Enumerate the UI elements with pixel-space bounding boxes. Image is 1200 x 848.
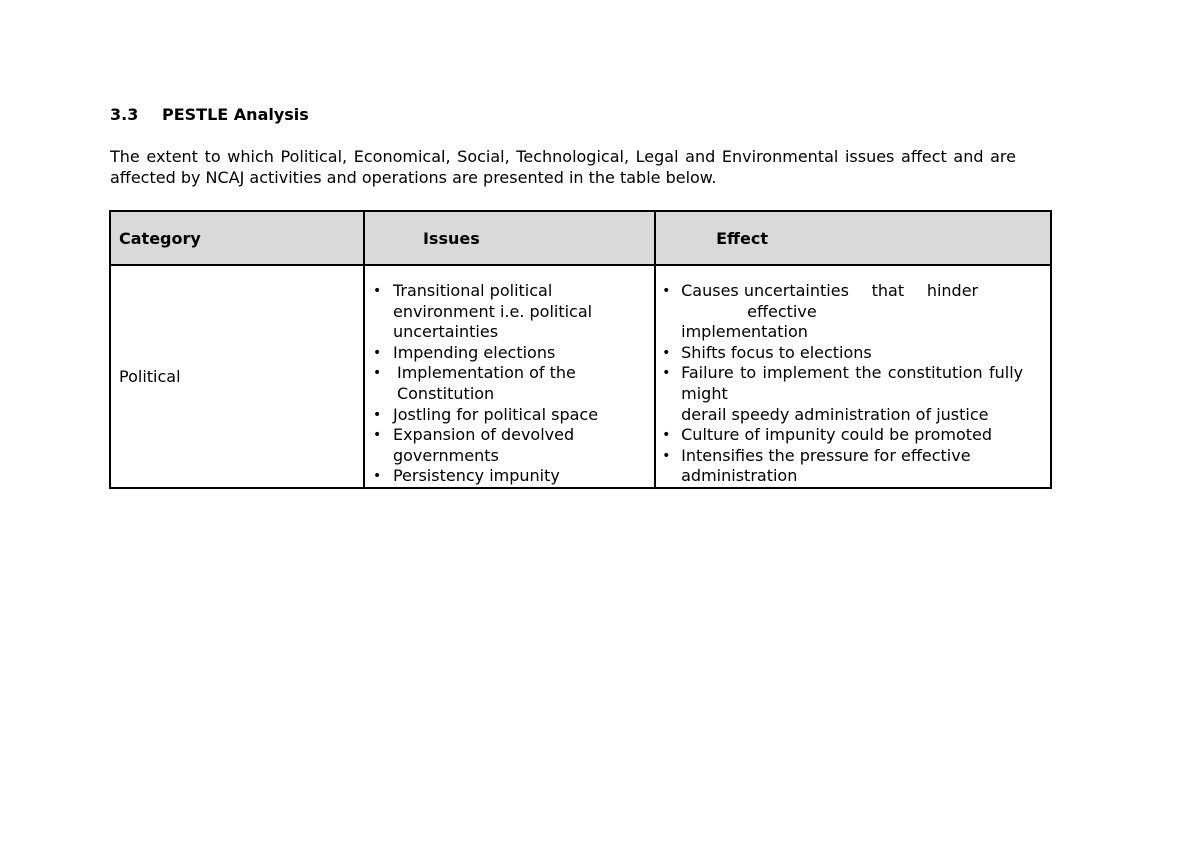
section-number: 3.3 [110,105,139,124]
effect-word: that [871,281,905,300]
header-issues: Issues [364,211,655,265]
effect-word: Causes uncertainties [681,281,849,300]
effect-text: Intensifies the pressure for effective administration [681,445,971,486]
bullet-icon: • [662,365,671,382]
issue-text: Jostling for political space [392,404,599,424]
issue-text: Transitional political environment i.e. political uncertainties [392,281,593,342]
bullet-icon: • [372,283,382,299]
header-effect: Effect [655,211,1051,265]
intro-paragraph: The extent to which Political, Economical, Social, Technological, Legal and Environmental issues affect and are affected by NCAJ activities and operations are presented in the table below. [110,147,1016,187]
list-item [656,363,1044,425]
pestle-table [109,210,1052,489]
list-item [365,405,648,426]
bullet-icon: • [662,283,671,299]
issue-text: Impending elections [392,342,556,362]
section-title: PESTLE Analysis [162,105,309,124]
effect-word: hinder [926,281,979,300]
effect-text: Shifts focus to elections [681,342,872,362]
effect-text: derail speedy administration of justice [681,404,989,424]
issues-cell [364,265,655,488]
effect-line: implementation [681,322,808,342]
list-item [365,466,648,487]
effect-text: Failure to implement the constitution fully might [681,363,1024,403]
bullet-icon: • [662,447,671,464]
list-item [365,363,648,404]
effect-line: effective [747,301,817,321]
list-item [656,281,1044,343]
header-category: Category [110,211,364,265]
list-item [365,281,648,343]
list-item [365,425,648,466]
issue-text: Persistency impunity [392,466,560,486]
bullet-icon: • [662,344,671,361]
issues-list [365,266,654,487]
category-cell: Political [110,265,364,488]
bullet-icon: • [372,344,382,361]
effect-line [681,281,978,302]
bullet-icon: • [372,365,382,382]
bullet-icon: • [372,406,382,423]
bullet-icon: • [662,427,671,444]
issue-text: Expansion of devolved governments [392,425,575,465]
list-item [656,425,1044,446]
effect-cell [655,265,1051,488]
section-heading [110,105,309,124]
table-header-row [110,211,1051,265]
effects-list [656,266,1050,487]
effect-text: Culture of impunity could be promoted [681,425,993,445]
bullet-icon: • [372,468,382,485]
list-item [656,343,1044,364]
list-item [656,446,1044,487]
bullet-icon: • [372,427,382,444]
issue-text: Implementation of the Constitution [396,363,576,403]
table-row [110,265,1051,488]
list-item [365,343,648,364]
